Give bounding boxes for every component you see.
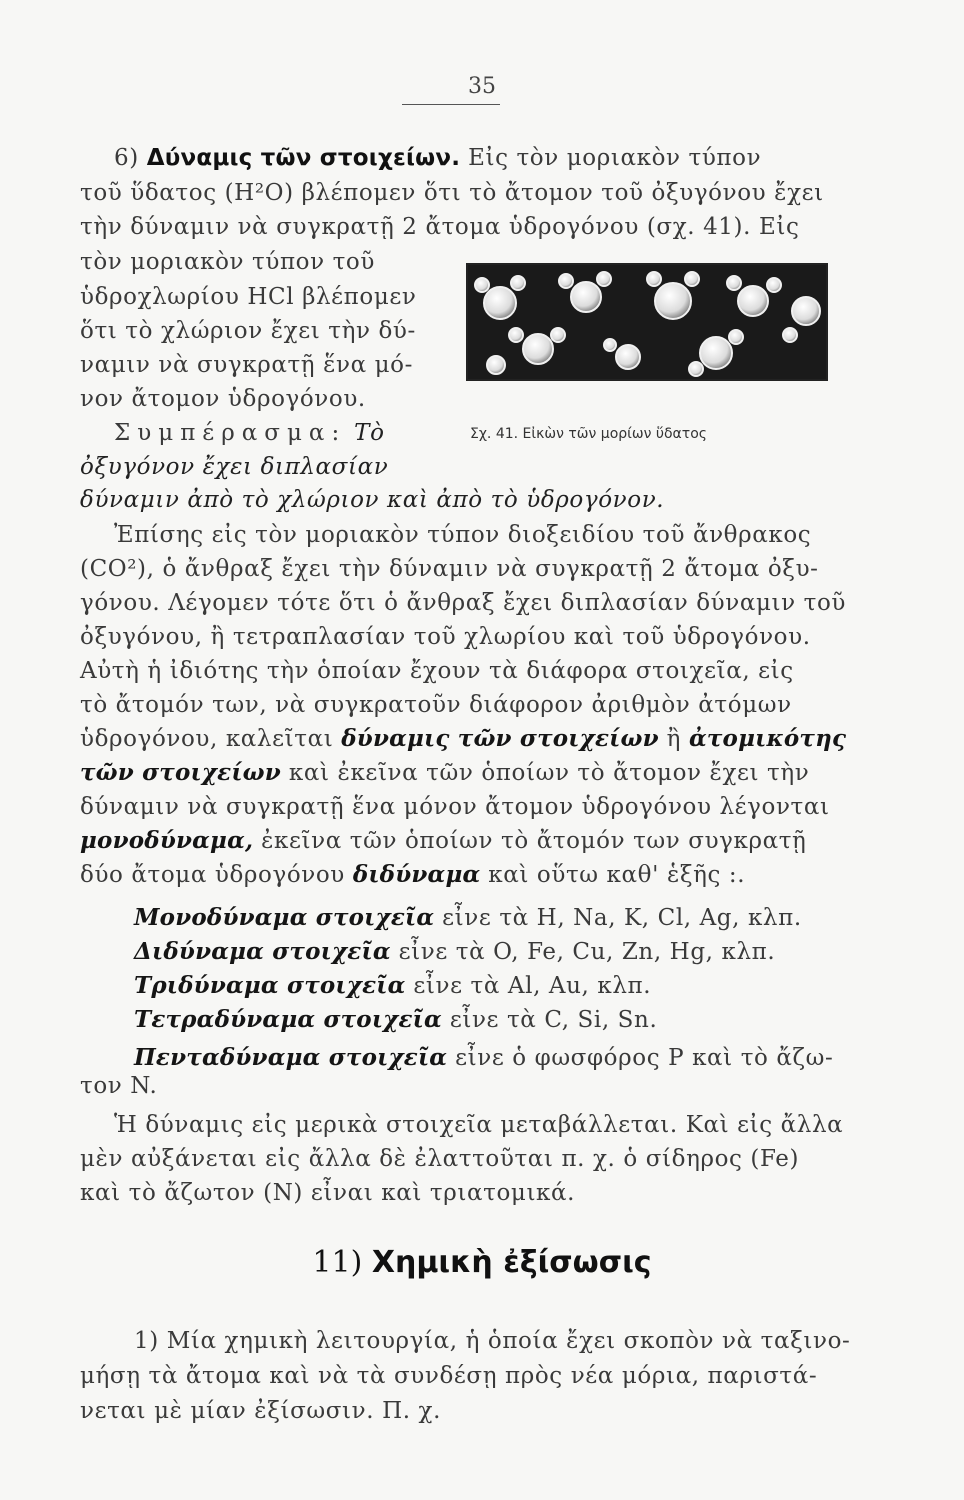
hydrogen-atom <box>604 339 616 351</box>
valence-label: Πενταδύναμα στοιχεῖα <box>134 1044 448 1071</box>
body-line-6: τὸ ἄτομόν των, νὰ συγκρατοῦν διάφορον ἀριθμὸν ἀτόμων <box>80 692 792 718</box>
valence-list-item <box>134 903 844 933</box>
oxygen-atom <box>487 356 505 374</box>
valence-list-item <box>134 971 844 1001</box>
term-monovalent: μονοδύναμα, <box>80 827 254 854</box>
valence-text: εἶνε τὰ O, Fe, Cu, Zn, Hg, κλπ. <box>398 939 776 965</box>
water-molecules-illustration <box>468 265 826 379</box>
water-molecules-figure <box>466 263 828 381</box>
paragraph-6-line-1 <box>114 143 844 173</box>
hydrogen-atom <box>727 276 741 290</box>
page-number: 35 <box>468 74 496 99</box>
valence-text: εἶνε ὁ φωσφόρος P καὶ τὸ ἄζω- <box>455 1045 834 1071</box>
hydrogen-atom <box>511 276 525 290</box>
text-run: ὑδρογόνου, καλεῖται <box>80 726 334 752</box>
valence-label: Μονοδύναμα στοιχεῖα <box>134 904 435 931</box>
valence-text: εἶνε τὰ H, Na, K, Cl, Ag, κλπ. <box>442 905 802 931</box>
conclusion-label: Συμπέρασμα: <box>114 420 347 446</box>
body-line-10 <box>80 826 844 856</box>
paragraph-6-line-5: ὑδροχλωρίου HCl βλέπομεν <box>80 284 417 310</box>
valence-list-item <box>134 1005 844 1035</box>
paragraph-6-line-7: ναμιν νὰ συγκρατῇ ἕνα μό- <box>80 352 414 378</box>
text-run: δύο ἄτομα ὑδρογόνου <box>80 862 345 888</box>
hydrogen-atom <box>689 362 703 376</box>
paragraph-number: 6) <box>114 145 139 171</box>
hydrogen-atom <box>729 330 743 344</box>
hydrogen-atom <box>597 272 611 286</box>
term-valence: δύναμις τῶν στοιχείων <box>341 725 659 752</box>
paragraph-6-line-8: νον ἄτομον ὑδρογόνου. <box>80 386 366 412</box>
hydrogen-atom <box>509 328 523 342</box>
hydrogen-atom <box>551 328 565 342</box>
body-line-9: δύναμιν νὰ συγκρατῇ ἕνα μόνον ἄτομον ὑδρογόνου λέγονται <box>80 794 830 820</box>
text-run: ἐκεῖνα τῶν ὁποίων τὸ ἄτομόν των συγκρατῇ <box>261 828 807 854</box>
paragraph-6-line-3: τὴν δύναμιν νὰ συγκρατῇ 2 ἄτομα ὑδρογόνου (σχ. 41). Εἰς <box>80 214 800 240</box>
body-line-8 <box>80 758 844 788</box>
valence-label: Τετραδύναμα στοιχεῖα <box>134 1006 442 1033</box>
valence-list-item-cont: τον N. <box>80 1073 158 1099</box>
body-line-11 <box>80 860 844 890</box>
text-run: ἢ <box>666 726 682 752</box>
term-atomicity-cont: τῶν στοιχείων <box>80 759 281 786</box>
page-number-rule <box>402 104 500 105</box>
oxygen-atom <box>738 286 768 316</box>
body-line-1: Ἐπίσης εἰς τὸν μοριακὸν τύπον διοξειδίου τοῦ ἄνθρακος <box>114 522 812 548</box>
oxygen-atom <box>700 337 732 369</box>
body-line-2: (CO²), ὁ ἄνθραξ ἔχει τὴν δύναμιν νὰ συγκρατῇ 2 ἄτομα ὀξυ- <box>80 556 819 582</box>
oxygen-atom <box>792 297 820 325</box>
valence-list-item <box>134 1043 844 1073</box>
paragraph-6-line-4: τὸν μοριακὸν τύπον τοῦ <box>80 249 375 275</box>
hydrogen-atom <box>783 328 797 342</box>
hydrogen-atom <box>767 278 781 292</box>
text-run: καὶ ἐκεῖνα τῶν ὁποίων τὸ ἄτομον ἔχει τὴν <box>288 760 810 786</box>
conclusion-text: δύναμιν ἀπὸ τὸ χλώριον καὶ ἀπὸ τὸ ὑδρογόνον. <box>80 487 665 513</box>
hydrogen-atom <box>559 274 573 288</box>
term-divalent: διδύναμα <box>352 861 481 888</box>
oxygen-atom <box>484 287 516 319</box>
oxygen-atom <box>571 282 601 312</box>
hydrogen-atom <box>475 278 489 292</box>
valence-label: Διδύναμα στοιχεῖα <box>134 938 391 965</box>
variable-line-1: Ἡ δύναμις εἰς μερικὰ στοιχεῖα μεταβάλλεται. Καὶ εἰς ἄλλα <box>114 1112 844 1138</box>
conclusion-line-2 <box>80 452 420 482</box>
term-atomicity: ἀτομικότης <box>688 725 847 752</box>
body-line-3: γόνου. Λέγομεν τότε ὅτι ὁ ἄνθραξ ἔχει διπλασίαν δύναμιν τοῦ <box>80 590 846 616</box>
oxygen-atom <box>523 334 553 364</box>
hydrogen-atom <box>647 272 661 286</box>
variable-line-3: καὶ τὸ ἄζωτον (N) εἶναι καὶ τριατομικά. <box>80 1180 576 1206</box>
valence-text: εἶνε τὰ Al, Au, κλπ. <box>413 973 652 999</box>
conclusion-line-3 <box>80 485 844 515</box>
paragraph-1-line-3: νεται μὲ μίαν ἐξίσωσιν. Π. χ. <box>80 1398 442 1424</box>
paragraph-1-line-2: μήσῃ τὰ ἄτομα καὶ νὰ τὰ συνδέσῃ πρὸς νέα μόρια, παριστά- <box>80 1363 818 1389</box>
section-number: 11) <box>312 1245 363 1280</box>
paragraph-heading: Δύναμις τῶν στοιχείων. <box>146 145 461 171</box>
paragraph-6-line-2: τοῦ ὕδατος (H²O) βλέπομεν ὅτι τὸ ἄτομον τοῦ ὀξυγόνου ἔχει <box>80 180 824 206</box>
section-title-text: Χημικὴ ἐξίσωσις <box>371 1245 652 1280</box>
conclusion-text: ὀξυγόνον ἔχει διπλασίαν <box>80 454 389 480</box>
text-run: Εἰς τὸν μοριακὸν τύπον <box>468 145 762 171</box>
body-line-7 <box>80 724 847 754</box>
figure-caption: Σχ. 41. Εἰκὼν τῶν μορίων ὕδατος <box>470 426 707 442</box>
section-title <box>0 1245 964 1280</box>
body-line-4: ὀξυγόνου, ἢ τετραπλασίαν τοῦ χλωρίου καὶ τοῦ ὑδρογόνου. <box>80 624 811 650</box>
conclusion-line-1 <box>114 418 444 448</box>
text-run: καὶ οὕτω καθ' ἑξῆς :. <box>488 862 746 888</box>
hydrogen-atom <box>685 272 699 286</box>
variable-line-2: μὲν αὐξάνεται εἰς ἄλλα δὲ ἐλαττοῦται π. χ. ὁ σίδηρος (Fe) <box>80 1146 800 1172</box>
valence-list-item <box>134 937 844 967</box>
paragraph-6-line-6: ὅτι τὸ χλώριον ἔχει τὴν δύ- <box>80 318 416 344</box>
paragraph-1-line-1: 1) Μία χημικὴ λειτουργία, ἡ ὁποία ἔχει σκοπὸν νὰ ταξινο- <box>134 1328 851 1354</box>
oxygen-atom <box>655 283 691 319</box>
conclusion-text: Τὸ <box>354 420 385 446</box>
oxygen-atom <box>616 345 640 369</box>
valence-text: εἶνε τὰ C, Si, Sn. <box>449 1007 658 1033</box>
body-line-5: Αὐτὴ ἡ ἰδιότης τὴν ὁποίαν ἔχουν τὰ διάφορα στοιχεῖα, εἰς <box>80 658 794 684</box>
valence-label: Τριδύναμα στοιχεῖα <box>134 972 406 999</box>
